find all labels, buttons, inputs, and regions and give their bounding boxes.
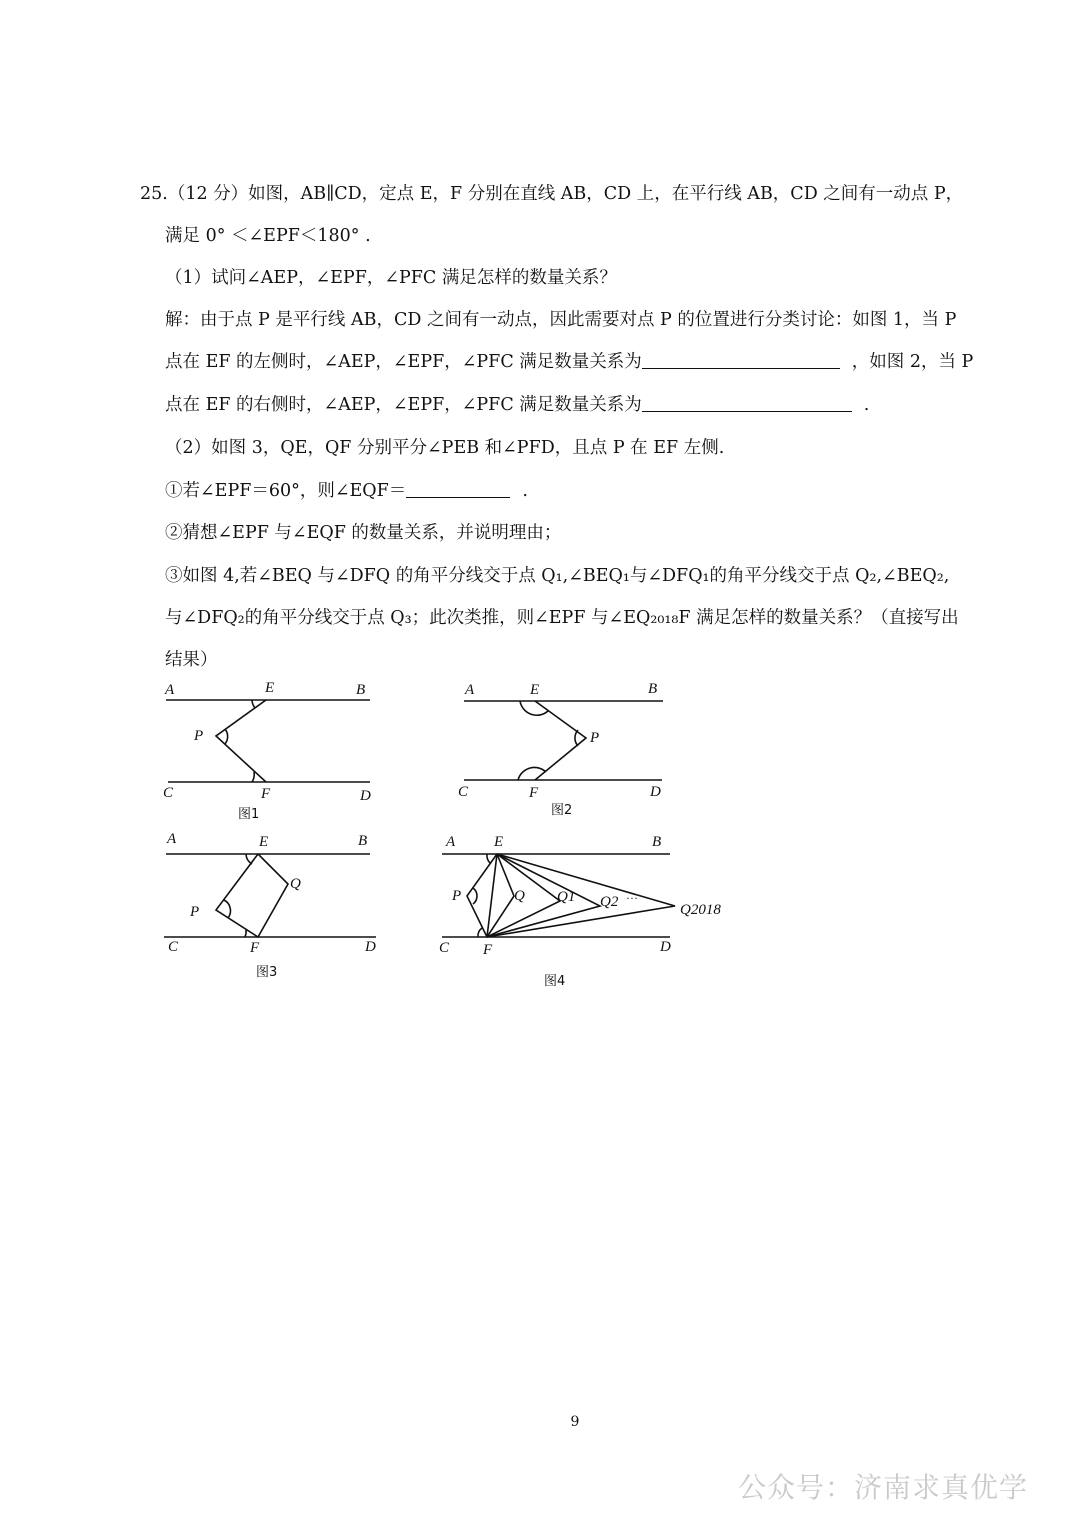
fig2-label-D: D [650, 784, 661, 800]
answer-blank-1[interactable] [642, 350, 840, 369]
question-2-part2: ②猜想∠EPF 与∠EQF 的数量关系，并说明理由； [165, 523, 562, 543]
fig1-label-C: C [163, 785, 174, 801]
fig1-label-B: B [356, 682, 366, 698]
fig3-label-F: F [250, 940, 260, 956]
fig3-caption: 图3 [256, 965, 278, 980]
question-2-part3-line1: ③如图 4,若∠BEQ 与∠DFQ 的角平分线交于点 Q₁,∠BEQ₁与∠DFQ₁的角平分线交于点 Q₂,∠BEQ₂, [165, 566, 950, 586]
fig2-caption: 图2 [551, 803, 573, 818]
fig1-label-A: A [165, 682, 175, 698]
fig1-label-F: F [261, 786, 271, 802]
fig3-label-P: P [190, 904, 200, 920]
figure-2 [450, 672, 680, 832]
page-number: 9 [570, 1414, 580, 1430]
fig2-label-P: P [590, 730, 600, 746]
fig4-label-P: P [452, 888, 462, 904]
fig3-label-B: B [358, 833, 368, 849]
fig4-label-Q: Q [514, 888, 525, 904]
fig3-label-Q: Q [290, 876, 301, 892]
answer-blank-2[interactable] [642, 393, 852, 412]
fig2-label-A: A [465, 682, 475, 698]
solution-line3 [165, 393, 1010, 417]
question-2-part1-text: ①若∠EPF＝60°，则∠EQF＝ [165, 481, 407, 501]
figure-1 [150, 670, 390, 830]
solution-line3-text: 点在 EF 的右侧时，∠AEP，∠EPF，∠PFC 满足数量关系为 [165, 395, 642, 415]
fig2-label-C: C [458, 784, 469, 800]
fig2-label-E: E [530, 682, 540, 698]
question-2-part1-tail: . [522, 481, 528, 501]
fig2-label-F: F [529, 785, 539, 801]
fig2-label-B: B [648, 681, 658, 697]
figure-3 [150, 824, 390, 984]
solution-line2-tail: ，如图 2，当 P [851, 352, 974, 372]
fig4-label-E: E [494, 834, 504, 850]
solution-line3-tail: . [863, 395, 870, 415]
fig4-label-Q1: Q1 [557, 889, 576, 905]
fig1-label-D: D [360, 788, 371, 804]
solution-line2 [165, 350, 1010, 374]
fig1-label-P: P [194, 728, 204, 744]
question-1: （1）试问∠AEP，∠EPF，∠PFC 满足怎样的数量关系？ [165, 268, 617, 288]
fig4-label-A: A [446, 834, 456, 850]
answer-blank-3[interactable] [406, 479, 510, 498]
fig4-caption: 图4 [544, 974, 566, 989]
solution-line1: 解：由于点 P 是平行线 AB，CD 之间有一动点，因此需要对点 P 的位置进行分类讨论：如图 1，当 P [165, 310, 957, 330]
fig3-label-A: A [167, 831, 177, 847]
fig3-label-C: C [168, 939, 179, 955]
problem-statement-line2: 满足 0° ＜∠EPF＜180° . [165, 226, 371, 246]
question-2: （2）如图 3，QE，QF 分别平分∠PEB 和∠PFD，且点 P 在 EF 左侧. [165, 438, 725, 458]
problem-statement-line1: 25.（12 分）如图，AB∥CD，定点 E，F 分别在直线 AB，CD 上，在平行线 AB，CD 之间有一动点 P， [140, 184, 964, 204]
fig1-label-E: E [265, 680, 275, 696]
fig4-label-D: D [660, 939, 671, 955]
fig4-label-Q2018: Q2018 [680, 902, 721, 918]
watermark: 公众号：济南求真优学 [737, 1471, 1028, 1504]
question-2-part3-line2: 与∠DFQ₂的角平分线交于点 Q₃；此次类推，则∠EPF 与∠EQ₂₀₁₈F 满足怎样的数量关系？（直接写出 [165, 608, 959, 628]
fig3-label-E: E [259, 834, 269, 850]
fig1-caption: 图1 [238, 807, 260, 822]
solution-line2-text: 点在 EF 的左侧时，∠AEP，∠EPF，∠PFC 满足数量关系为 [165, 352, 642, 372]
fig4-label-Q2: Q2 [600, 894, 619, 910]
question-2-part1 [165, 479, 1010, 503]
fig4-label-F: F [483, 942, 493, 958]
fig3-label-D: D [365, 939, 376, 955]
fig4-label-B: B [652, 834, 662, 850]
fig4-label-C: C [439, 940, 450, 956]
question-2-part3-line3: 结果） [165, 650, 218, 670]
figure-4 [430, 824, 740, 994]
fig4-label-ellipsis: ··· [626, 891, 638, 905]
